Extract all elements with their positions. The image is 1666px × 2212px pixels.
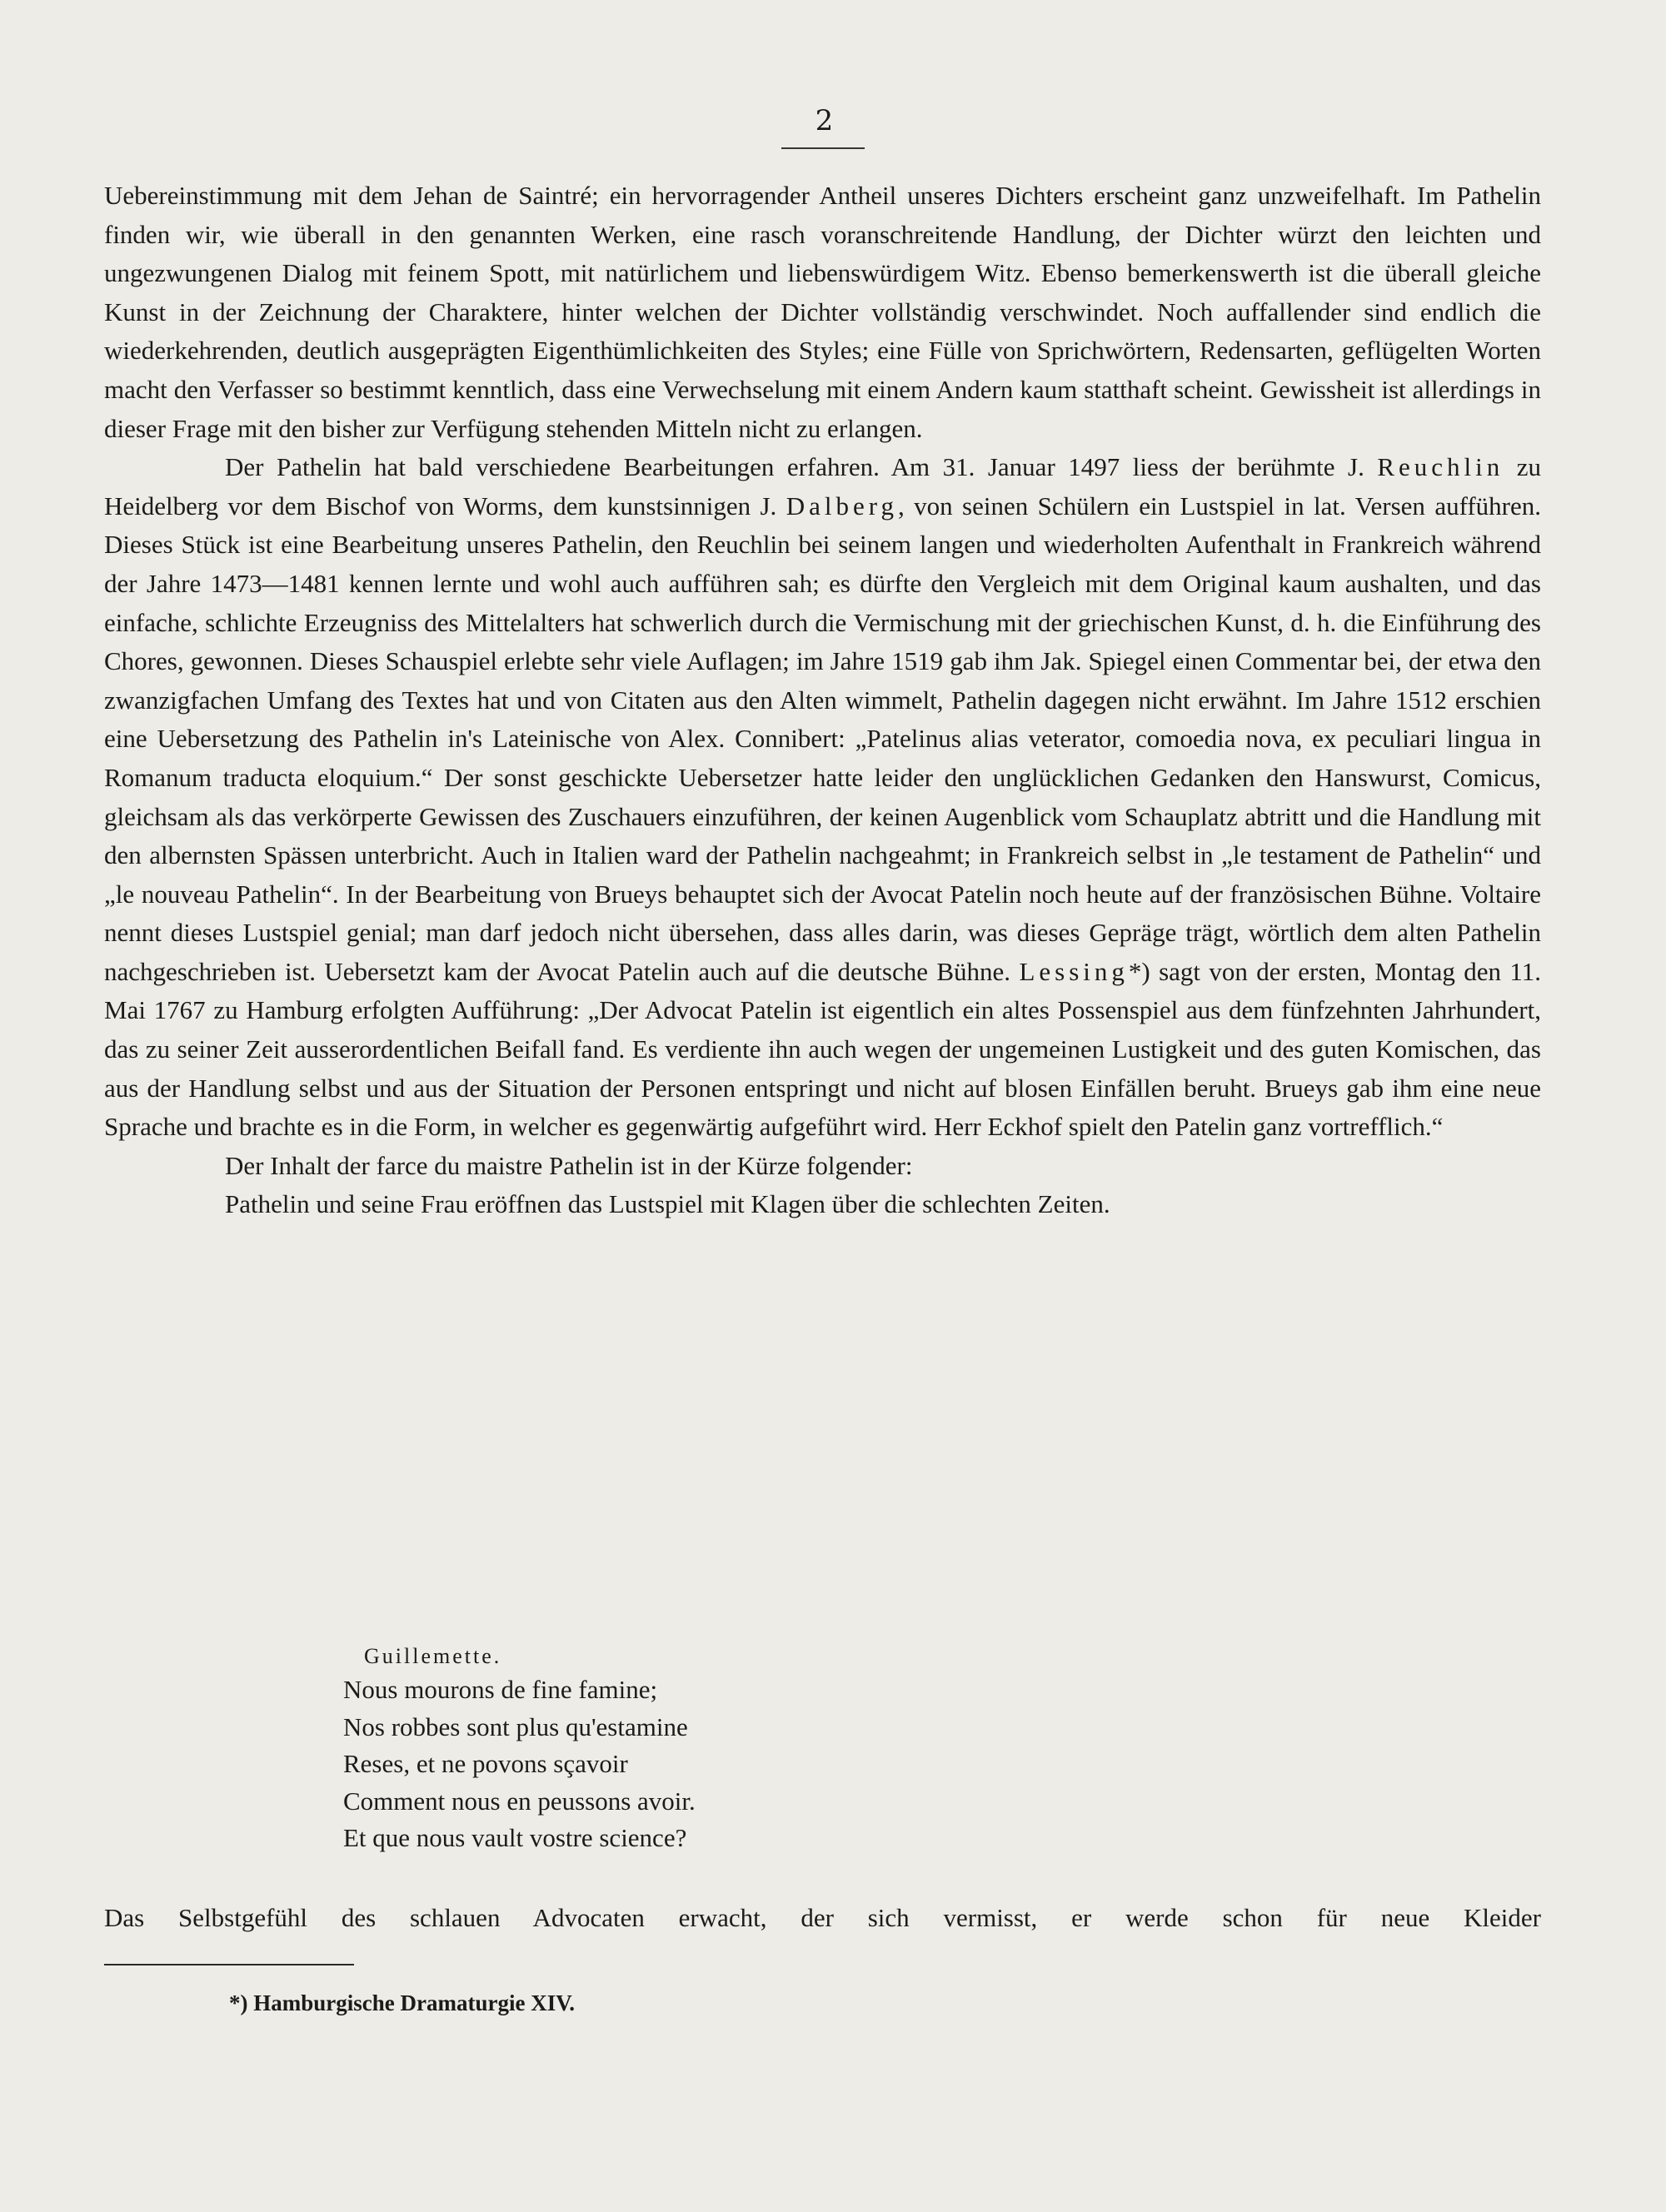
closing-line: Das Selbstgefühl des schlauen Advocaten erwacht, der sich vermisst, er werde schon für neue Kleider bbox=[104, 1903, 1541, 1932]
verse-quote bbox=[343, 1642, 1343, 1857]
verse-speaker: Guillemette. bbox=[364, 1644, 502, 1668]
page-number-rule bbox=[781, 147, 865, 149]
verse-line: Nous mourons de fine famine; bbox=[343, 1675, 658, 1704]
paragraph-summary-intro: Der Inhalt der farce du maistre Pathelin ist in der Kürze folgender: bbox=[225, 1150, 913, 1180]
verse-line: Et que nous vault vostre science? bbox=[343, 1823, 687, 1852]
body-text bbox=[104, 177, 1541, 1224]
paragraph-opening: Pathelin und seine Frau eröffnen das Lustspiel mit Klagen über die schlechten Zeiten. bbox=[225, 1189, 1110, 1219]
paragraph-attribution: Uebereinstimmung mit dem Jehan de Saintré; ein hervorragender Antheil unseres Dichters erscheint ganz unzweifelhaft. Im Pathelin finden wir, wie überall in den genannten Werken, eine rasch voranschreitende Handlung, der Dichter würzt den leichten und ungezwungenen Dialog mit feinem Spott, mit natürlichem und liebenswürdigem Witz. Ebenso bemerkenswerth ist die überall gleiche Kunst in der Zeichnung der Charaktere, hinter welchen der Dichter vollständig verschwindet. Noch auffallender sind endlich die wiederkehrenden, deutlich ausgeprägten Eigenthümlichkeiten des Styles; eine Fülle von Sprichwörtern, Redensarten, geflügelten Worten macht den Verfasser so bestimmt kenntlich, dass eine Verwechselung mit einem Andern kaum statthaft scheint. Gewissheit ist allerdings in dieser Frage mit den bisher zur Verfügung stehenden Mitteln nicht zu erlangen. bbox=[104, 181, 1541, 443]
name-reuchlin: Reuchlin bbox=[1377, 452, 1504, 482]
verse-line: Nos robbes sont plus qu'estamine bbox=[343, 1711, 688, 1741]
name-lessing: Lessing bbox=[1019, 956, 1129, 986]
verse-line: Reses, et ne povons sçavoir bbox=[343, 1749, 628, 1778]
name-dalberg: Dalberg bbox=[786, 491, 898, 521]
verse-line: Comment nous en peussons avoir. bbox=[343, 1786, 696, 1816]
footnote: *) Hamburgische Dramaturgie XIV. bbox=[229, 1990, 575, 2015]
paragraph-adaptations: Der Pathelin hat bald verschiedene Bearbeitungen erfahren. Am 31. Januar 1497 liess der berühmte J. Reuchlin zu Heidelberg vor dem Bischof von Worms, dem kunstsinnigen J. Dalberg, von seinen Schülern ein Lustspiel in lat. Versen aufführen. Dieses Stück ist eine Bearbeitung unseres Pathelin, den Reuchlin bei seinem langen und wiederholten Aufenthalt in Frankreich während der Jahre 1473—1481 kennen lernte und wohl auch aufführen sah; es dürfte den Vergleich mit dem Original kaum aushalten, und das einfache, schlichte Erzeugniss des Mittelalters hat schwerlich durch die Vermischung mit der griechischen Kunst, d. h. die Einführung des Chores, gewonnen. Dieses Schauspiel erlebte sehr viele Auflagen; im Jahre 1519 gab ihm Jak. Spiegel einen Commentar bei, der etwa den zwanzigfachen Umfang des Textes hat und von Citaten aus den Alten wimmelt, Pathelin dagegen nicht erwähnt. Im Jahre 1512 erschien eine Uebersetzung des Pathelin in's Lateinische von Alex. Connibert: „Patelinus alias veterator, comoedia nova, ex peculiari lingua in Romanum traducta eloquium.“ Der sonst geschickte Uebersetzer hatte leider den unglücklichen Gedanken den Hanswurst, Comicus, gleichsam als das verkörperte Gewissen des Zuschauers einzuführen, der keinen Augenblick vom Schauplatz abtritt und die Handlung mit den albernsten Spässen unterbricht. Auch in Italien ward der Pathelin nachgeahmt; in Frankreich selbst in „le testament de Pathelin“ und „le nouveau Pathelin“. In der Bearbeitung von Brueys behauptet sich der Avocat Patelin noch heute auf der französischen Bühne. Voltaire nennt dieses Lustspiel genial; man darf jedoch nicht übersehen, dass alles darin, was dieses Gepräge trägt, wörtlich dem alten Pathelin nachgeschrieben ist. Uebersetzt kam der Avocat Patelin auch auf die deutsche Bühne. Lessing*) sagt von der ersten, Montag den 11. Mai 1767 zu Hamburg erfolgten Aufführung: „Der Advocat Patelin ist eigentlich ein altes Possenspiel aus dem fünfzehnten Jahrhundert, das zu seiner Zeit ausserordentlichen Beifall fand. Es verdiente ihn auch wegen der ungemeinen Lustigkeit und des guten Komischen, das aus der Handlung selbst und aus der Situation der Personen entspringt und nicht auf blosen Einfällen beruht. Brueys gab ihm eine neue Sprache und brachte es in die Form, in welcher es gegenwärtig aufgeführt wird. Herr Eckhof spielt den Patelin ganz vortrefflich.“ bbox=[104, 452, 1542, 1142]
footnote-rule bbox=[104, 1964, 354, 1965]
page-number: 2 bbox=[815, 104, 835, 137]
